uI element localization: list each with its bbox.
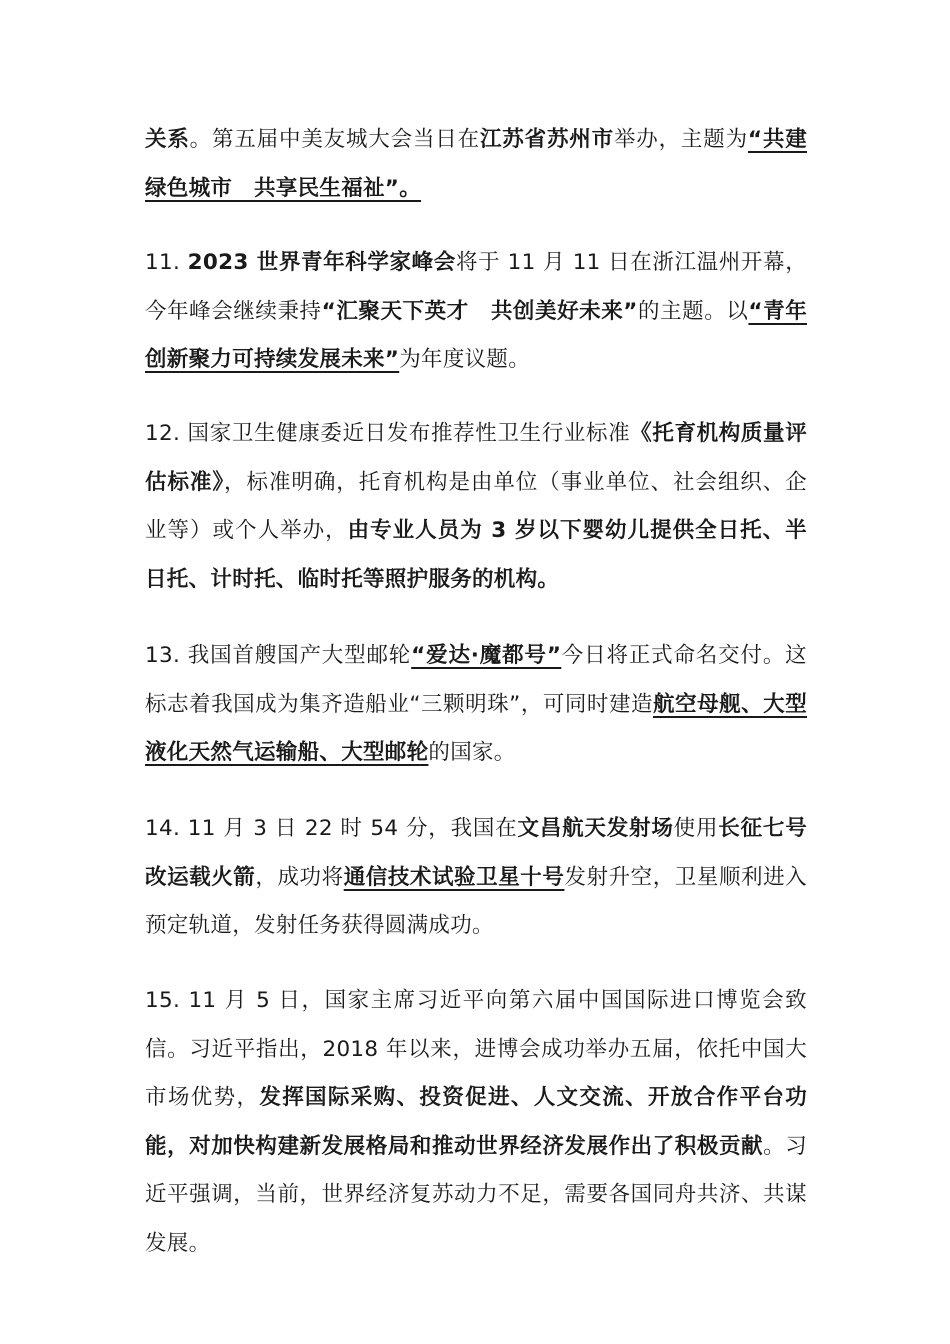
paragraph-11 [145,239,807,385]
body-text: 13. 我国首艘国产大型邮轮 [145,643,412,668]
body-text: 的主题。以 [637,298,749,324]
body-text: 12. 国家卫生健康委近日发布推荐性卫生行业标准 [145,421,631,446]
bold-text: 关系 [145,127,190,152]
bold-text: 由专业人员为 3 岁以下婴幼儿提供全日托、半日托、计时托、临时托等照护服务的机构。 [145,518,807,592]
paragraph-13 [145,632,807,778]
body-text: ，成功将 [255,864,344,890]
paragraph-10-continued [145,116,807,213]
paragraph-14 [145,805,807,951]
body-text: 的国家。 [428,740,516,765]
bold-text: “汇聚天下英才 共创美好未来” [321,298,638,324]
bold-text: 长征七号改运载火箭 [145,816,807,890]
body-text: 15. 11 月 5 日，国家主席习近平向第六届中国国际进口博览会致信。习近平指出，2018 年以来，进博会成功举办五届，依托中国大市场优势， [145,988,807,1110]
bold-text: 发挥国际采购、投资促进、人文交流、开放合作平台功能，对加快构建新发展格局和推动世界经济发展作出了积极贡献 [145,1085,807,1159]
bold-text: 2023 世界青年科学家峰会 [187,250,456,275]
underlined-bold-text: “爱达·魔都号” [411,643,562,668]
bold-text: 文昌航天发射场 [517,816,674,841]
underlined-bold-text: “共建绿色城市 共享民生福祉”。 [145,127,808,201]
bold-text: 江苏省苏州市 [479,127,614,152]
body-text: ，标准明确，托育机构是由单位（事业单位、社会组织、企业等）或个人举办， [145,469,807,543]
underlined-bold-text: 通信技术试验卫星十号 [343,864,565,890]
item-number: 11. [145,250,188,275]
bold-text: 《托育机构质量评估标准》 [145,421,807,495]
body-text: 为年度议题。 [399,347,531,372]
paragraph-12 [145,410,807,604]
underlined-bold-text: “青年创新聚力可持续发展未来” [145,298,808,372]
body-text: 今日将正式命名交付。这标志着我国成为集齐造船业“三颗明珠”，可同时建造 [145,643,807,717]
body-text: 。习近平强调，当前，世界经济复苏动力不足，需要各国同舟共济、共谋发展。 [145,1133,808,1256]
body-text: 发射升空，卫星顺利进入预定轨道，发射任务获得圆满成功。 [145,864,807,938]
body-text: 。第五届中美友城大会当日在 [189,127,480,152]
paragraph-15 [145,977,807,1268]
body-text: 举办，主题为 [613,127,748,152]
body-text: 14. 11 月 3 日 22 时 54 分，我国在 [145,816,518,841]
body-text: 将于 11 月 11 日在浙江温州开幕，今年峰会继续秉持 [145,250,807,324]
underlined-bold-text: 航空母舰、大型液化天然气运输船、大型邮轮 [145,691,807,765]
body-text: 使用 [673,816,719,841]
